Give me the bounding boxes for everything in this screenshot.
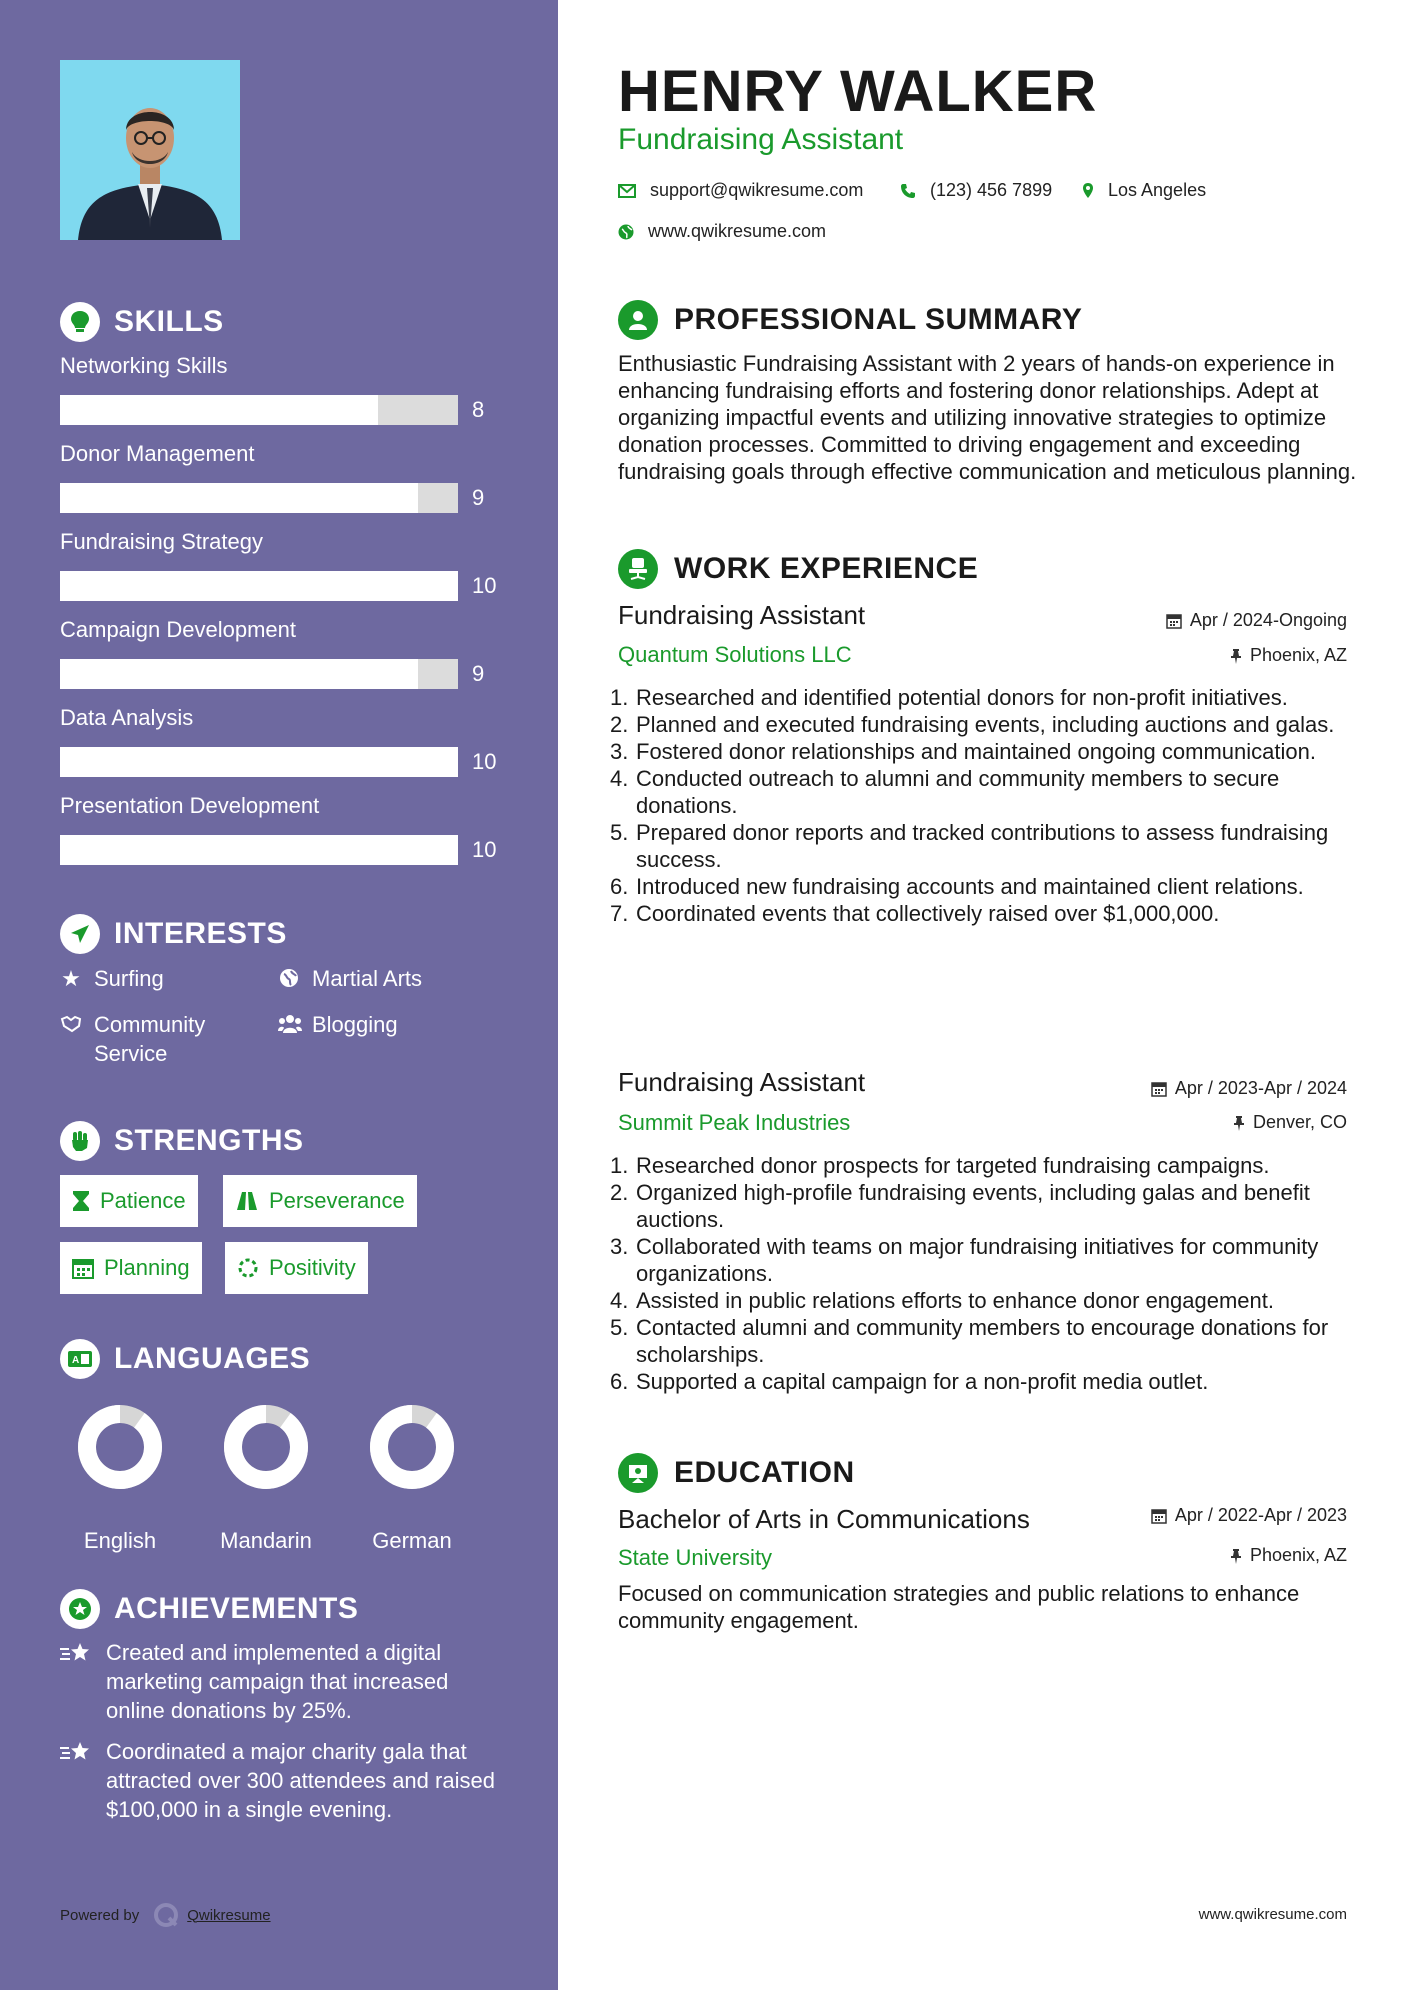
job-dates — [1151, 1078, 1347, 1099]
shooting-star-icon — [60, 1737, 92, 1824]
spinner-icon — [237, 1257, 259, 1279]
skill-bar — [60, 835, 458, 865]
skill-bar — [60, 395, 458, 425]
education-description: Focused on communication strategies and public relations to enhance community engagement. — [618, 1581, 1300, 1633]
job-location — [1230, 645, 1347, 666]
contact-location — [1082, 180, 1206, 201]
job-bullet: 2. Organized high-profile fundraising events, including galas and benefit auctions. — [610, 1180, 1310, 1232]
lightbulb-icon — [60, 302, 100, 342]
interests-heading — [60, 914, 287, 954]
skill-item — [60, 793, 500, 865]
paper-plane-icon — [60, 914, 100, 954]
strength-chip — [60, 1242, 202, 1294]
powered-by-label: Powered by — [60, 1906, 140, 1924]
job-bullet: 6. Introduced new fundraising accounts and maintained client relations. — [610, 874, 1304, 899]
contact-phone — [900, 180, 1052, 201]
language-donut — [369, 1404, 455, 1490]
education-degree: Bachelor of Arts in Communications — [618, 1504, 1030, 1534]
hourglass-icon — [72, 1190, 90, 1212]
calendar-icon — [72, 1257, 94, 1279]
road-icon — [235, 1191, 259, 1211]
phone-icon — [900, 183, 916, 199]
calendar-icon — [1151, 1508, 1167, 1524]
interest-label: Community Service — [94, 1012, 206, 1066]
skill-name: Presentation Development — [60, 793, 320, 818]
job-dates-text: Apr / 2023-Apr / 2024 — [1174, 1078, 1347, 1098]
skill-bar-fill — [60, 835, 458, 865]
job-dates — [1166, 610, 1347, 631]
calendar-icon — [1151, 1081, 1167, 1097]
summary-text: Enthusiastic Fundraising Assistant with 2 years of hands-on experience in enhancing fundraising efforts and fostering donor relationships. Adept at organizing impactful events and utilizing innovative strategies to optimize donation processes. Committed to driving engagement and exceeding fundraising goals through effective communication and meticulous planning. — [618, 351, 1357, 484]
skill-name: Networking Skills — [60, 353, 228, 378]
skill-item — [60, 705, 500, 777]
language-item — [352, 1404, 472, 1554]
strength-chip — [60, 1175, 198, 1227]
achievement-text: Created and implemented a digital marketing campaign that increased online donations by 25%. — [106, 1640, 449, 1723]
footer-website-link[interactable]: www.qwikresume.com — [1198, 1906, 1347, 1923]
skill-item — [60, 617, 500, 689]
strength-label: Positivity — [269, 1255, 356, 1280]
skill-bar-fill — [60, 747, 458, 777]
email-text[interactable]: support@qwikresume.com — [650, 180, 864, 200]
interest-item — [60, 1010, 260, 1068]
skill-bar — [60, 483, 458, 513]
contact-email — [618, 180, 863, 201]
skill-item — [60, 529, 500, 601]
language-item — [60, 1404, 180, 1554]
language-name: German — [372, 1528, 452, 1553]
interests-title: INTERESTS — [114, 917, 287, 950]
svg-text:A: A — [72, 1355, 80, 1366]
skill-bar — [60, 747, 458, 777]
strengths-title: STRENGTHS — [114, 1124, 304, 1157]
star-icon: ★ — [61, 966, 81, 991]
interest-item — [278, 964, 422, 995]
language-name: English — [83, 1528, 157, 1553]
skill-value: 10 — [472, 837, 497, 862]
job-location-text: Denver, CO — [1252, 1112, 1347, 1132]
strength-label: Planning — [104, 1255, 190, 1280]
job-bullet: 1. Researched donor prospects for targeted fundraising campaigns. — [610, 1153, 1270, 1178]
interest-label: Martial Arts — [312, 966, 423, 991]
pushpin-icon — [1230, 648, 1242, 664]
achievements-heading — [60, 1589, 358, 1629]
job-bullet: 3. Collaborated with teams on major fundraising initiatives for community organizations. — [610, 1234, 1319, 1286]
education-dates — [1151, 1505, 1347, 1526]
achievement-item — [60, 1737, 510, 1824]
interest-item — [60, 964, 164, 993]
summary-title: PROFESSIONAL SUMMARY — [674, 303, 1083, 336]
work-heading — [618, 549, 978, 589]
strength-chip — [223, 1175, 417, 1227]
person-portrait-image — [60, 60, 240, 240]
job-bullet: 4. Conducted outreach to alumni and community members to secure donations. — [610, 766, 1280, 818]
user-icon — [618, 300, 658, 340]
job-company: Summit Peak Industries — [618, 1110, 851, 1135]
language-icon — [60, 1339, 100, 1379]
interest-item — [278, 1010, 398, 1041]
job-bullet: 3. Fostered donor relationships and maintained ongoing communication. — [610, 739, 1316, 764]
skill-value: 9 — [472, 485, 485, 510]
pushpin-icon — [1233, 1115, 1245, 1131]
skill-bar-fill — [60, 395, 378, 425]
location-text: Los Angeles — [1108, 180, 1207, 200]
graduation-icon — [618, 1453, 658, 1493]
interest-label: Blogging — [312, 1012, 398, 1037]
achievement-item — [60, 1638, 510, 1725]
skill-value: 10 — [472, 573, 497, 598]
strengths-heading — [60, 1121, 304, 1161]
phone-text[interactable]: (123) 456 7899 — [930, 180, 1053, 200]
skill-value: 8 — [472, 397, 485, 422]
job-bullet: 4. Assisted in public relations efforts to enhance donor engagement. — [610, 1288, 1274, 1313]
job-bullets — [610, 684, 1350, 927]
achievement-text: Coordinated a major charity gala that attracted over 300 attendees and raised $100,000 in a single evening. — [106, 1739, 495, 1822]
job-company: Quantum Solutions LLC — [618, 642, 852, 667]
education-heading — [618, 1453, 855, 1493]
skill-bar-fill — [60, 659, 418, 689]
job-bullet: 2. Planned and executed fundraising events, including auctions and galas. — [610, 712, 1335, 737]
powered-by — [60, 1902, 271, 1928]
skill-value: 9 — [472, 661, 485, 686]
qwikresume-logo-icon — [153, 1902, 179, 1928]
strength-chip — [225, 1242, 368, 1294]
strength-label: Perseverance — [269, 1188, 405, 1213]
languages-heading — [60, 1339, 310, 1379]
sidebar — [0, 0, 558, 1990]
job-bullets — [610, 1152, 1350, 1395]
website-text[interactable]: www.qwikresume.com — [648, 221, 827, 241]
skills-title: SKILLS — [114, 305, 224, 338]
interest-label: Surfing — [94, 966, 164, 991]
shooting-star-icon — [60, 1638, 92, 1725]
language-name: Mandarin — [220, 1528, 312, 1553]
job-bullet: 5. Contacted alumni and community members to encourage donations for scholarships. — [610, 1315, 1329, 1367]
candidate-name: HENRY WALKER — [618, 59, 1098, 124]
education-location — [1230, 1545, 1347, 1566]
contact-website — [618, 221, 826, 242]
skill-name: Donor Management — [60, 441, 255, 466]
globe-icon — [278, 964, 300, 995]
education-dates-text: Apr / 2022-Apr / 2023 — [1174, 1505, 1347, 1525]
job-location-text: Phoenix, AZ — [1249, 645, 1347, 665]
envelope-icon — [618, 184, 636, 198]
calendar-icon — [1166, 613, 1182, 629]
skills-heading — [60, 302, 224, 342]
strength-label: Patience — [100, 1188, 186, 1213]
job-bullet: 7. Coordinated events that collectively raised over $1,000,000. — [610, 901, 1220, 926]
job-bullet: 6. Supported a capital campaign for a non-profit media outlet. — [610, 1369, 1209, 1394]
fist-icon — [60, 1121, 100, 1161]
skill-bar — [60, 571, 458, 601]
skill-item — [60, 353, 500, 425]
education-school: State University — [618, 1545, 773, 1570]
language-donut — [223, 1404, 309, 1490]
skill-value: 10 — [472, 749, 497, 774]
job-bullet: 1. Researched and identified potential donors for non-profit initiatives. — [610, 685, 1288, 710]
handshake-icon — [60, 1010, 82, 1040]
job-title: Fundraising Assistant — [618, 1067, 866, 1097]
skill-name: Data Analysis — [60, 705, 194, 730]
skill-bar-fill — [60, 571, 458, 601]
job-dates-text: Apr / 2024-Ongoing — [1189, 610, 1347, 630]
education-title: EDUCATION — [674, 1456, 855, 1489]
office-chair-icon — [618, 549, 658, 589]
skill-bar-fill — [60, 483, 418, 513]
powered-by-link[interactable]: Qwikresume — [187, 1906, 271, 1924]
skill-name: Campaign Development — [60, 617, 297, 642]
globe-icon — [618, 224, 634, 240]
pushpin-icon — [1230, 1548, 1242, 1564]
map-pin-icon — [1082, 182, 1094, 200]
skill-item — [60, 441, 500, 513]
work-title: WORK EXPERIENCE — [674, 552, 979, 585]
language-donut — [77, 1404, 163, 1490]
achievements-title: ACHIEVEMENTS — [114, 1592, 359, 1625]
job-bullet: 5. Prepared donor reports and tracked contributions to assess fundraising success. — [610, 820, 1329, 872]
profile-photo — [60, 60, 240, 240]
education-location-text: Phoenix, AZ — [1249, 1545, 1347, 1565]
language-item — [206, 1404, 326, 1554]
users-icon — [278, 1010, 300, 1041]
skill-name: Fundraising Strategy — [60, 529, 263, 554]
job-location — [1233, 1112, 1347, 1133]
candidate-role: Fundraising Assistant — [618, 123, 904, 156]
languages-title: LANGUAGES — [114, 1342, 311, 1375]
summary-heading — [618, 300, 1082, 340]
skill-bar — [60, 659, 458, 689]
star-badge-icon — [60, 1589, 100, 1629]
job-title: Fundraising Assistant — [618, 600, 866, 630]
